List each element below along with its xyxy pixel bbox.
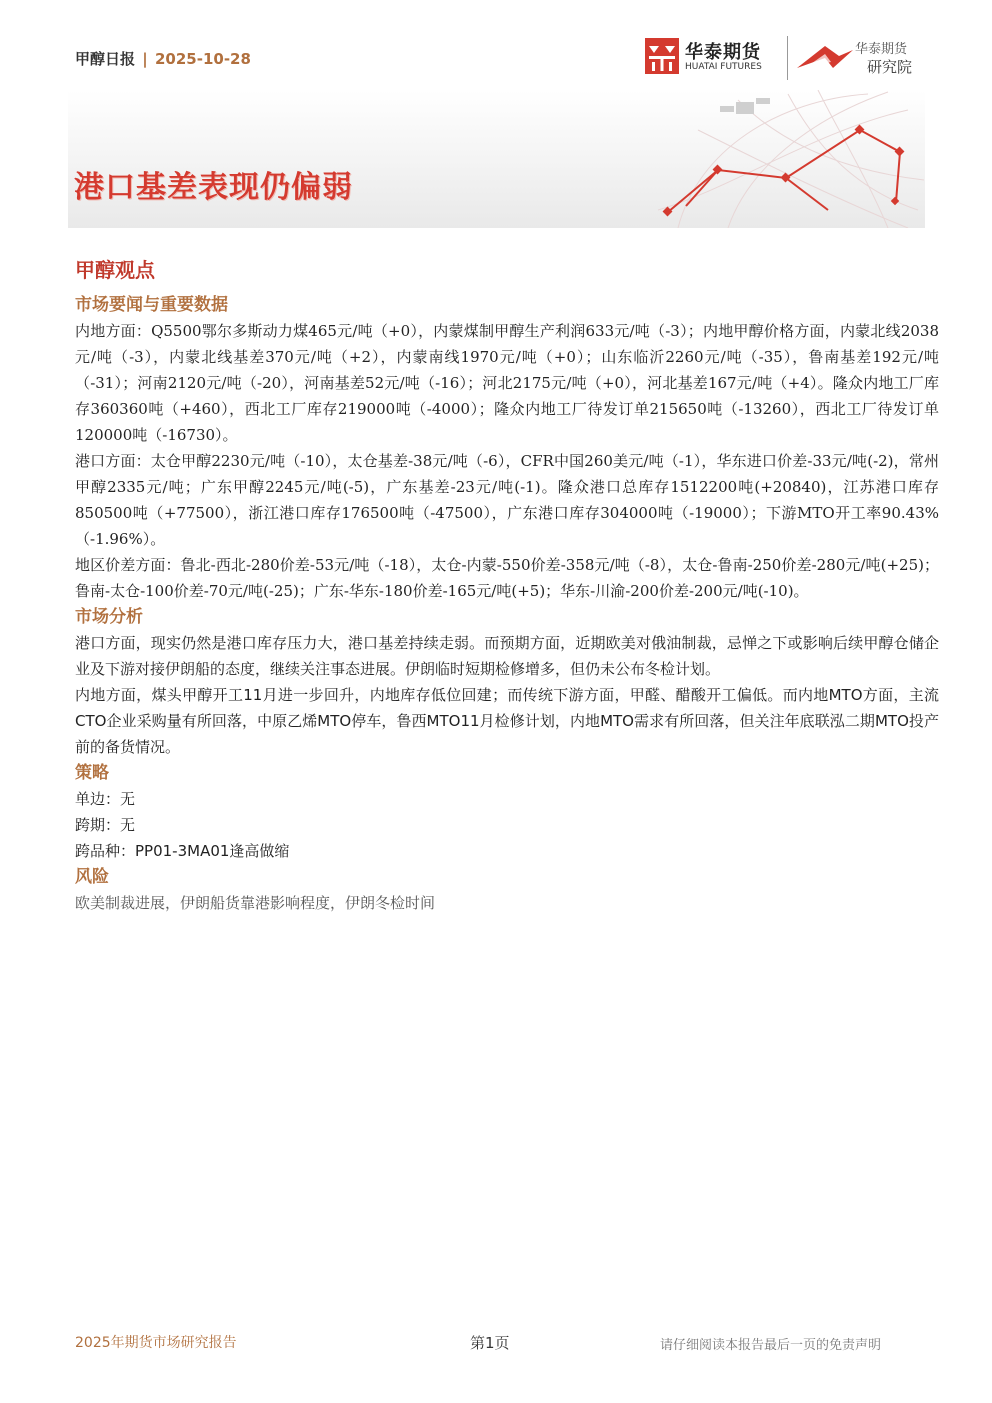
risk-paragraph: 欧美制裁进展，伊朗船货靠港影响程度，伊朗冬检时间 xyxy=(75,894,436,912)
section-heading-news: 市场要闻与重要数据 xyxy=(75,295,228,315)
huatai-logo-icon xyxy=(645,38,679,74)
section-heading-risk: 风险 xyxy=(75,867,109,887)
page-footer xyxy=(0,1320,992,1403)
analysis-paragraph-inland: 内地方面，煤头甲醇开工11月进一步回升，内地库存低位回建；而传统下游方面，甲醛、醋酸开工偏低。而内地MTO方面，主流CTO企业采购量有所回落，中原乙烯MTO停车，鲁西MTO11月检修计划，内地MTO需求有所回落，但关注年底联泓二期MTO投产前的备货情况。 xyxy=(75,686,939,756)
page-header xyxy=(0,0,992,90)
huatai-logo xyxy=(645,36,785,76)
footer-report-name: 2025年期货市场研究报告 xyxy=(75,1335,237,1351)
report-body xyxy=(75,256,939,916)
report-title: 港口基差表现仍偏弱 xyxy=(74,170,353,205)
institute-name-line2: 研究院 xyxy=(867,58,913,76)
strategy-calendar: 跨期：无 xyxy=(75,816,136,834)
institute-arrow-icon xyxy=(795,42,855,72)
logo-name-en: HUATAI FUTURES xyxy=(685,62,762,72)
research-institute-logo xyxy=(795,36,925,80)
report-separator: | xyxy=(142,50,148,68)
report-date: 2025-10-28 xyxy=(154,50,251,68)
strategy-cross-product: 跨品种：PP01-3MA01逢高做缩 xyxy=(75,842,290,860)
report-type: 甲醇日报 xyxy=(75,50,136,68)
logo-divider xyxy=(787,36,788,80)
institute-name-line1: 华泰期货 xyxy=(855,42,908,57)
section-heading-strategy: 策略 xyxy=(75,763,109,783)
analysis-paragraph-port: 港口方面，现实仍然是港口库存压力大，港口基差持续走弱。而预期方面，近期欧美对俄油制裁，忌惮之下或影响后续甲醇仓储企业及下游对接伊朗船的态度，继续关注事态进展。伊朗临时短期检修增多，但仍未公布冬检计划。 xyxy=(75,634,939,678)
news-paragraph-inland: 内地方面：Q5500鄂尔多斯动力煤465元/吨（+0），内蒙煤制甲醇生产利润633元/吨（-3）；内地甲醇价格方面，内蒙北线2038元/吨（-3），内蒙北线基差370元/吨（+2），内蒙南线1970元/吨（+0）；山东临沂2260元/吨（-35），鲁南基差192元/吨（-31）；河南2120元/吨（-20），河南基差52元/吨（-16）；河北2175元/吨（+0），河北基差167元/吨（+4）。隆众内地工厂库存360360吨（+460），西北工厂库存219000吨（-4000）；隆众内地工厂待发订单215650吨（-13260），西北工厂待发订单120000吨（-16730）。 xyxy=(75,322,939,444)
section-main-heading: 甲醇观点 xyxy=(75,258,155,282)
section-heading-analysis: 市场分析 xyxy=(75,607,143,627)
strategy-outright: 单边：无 xyxy=(75,790,136,808)
news-paragraph-port: 港口方面：太仓甲醇2230元/吨（-10），太仓基差-38元/吨（-6），CFR中国260美元/吨（-1），华东进口价差-33元/吨(-2)，常州甲醇2335元/吨；广东甲醇2245元/吨(-5)，广东基差-23元/吨(-1)。隆众港口总库存1512200吨(+20840)，江苏港口库存850500吨（+77500），浙江港口库存176500吨（-47500），广东港口库存304000吨（-19000）；下游MTO开工率90.43%（-1.96%）。 xyxy=(75,452,939,548)
news-paragraph-spreads: 地区价差方面：鲁北-西北-280价差-53元/吨（-18），太仓-内蒙-550价差-358元/吨（-8），太仓-鲁南-250价差-280元/吨(+25)；鲁南-太仓-100价差-70元/吨(-25)；广东-华东-180价差-165元/吨(+5)；华东-川渝-200价差-200元/吨(-10)。 xyxy=(75,556,939,600)
title-banner xyxy=(68,90,925,228)
page-number: 第1页 xyxy=(470,1334,510,1352)
network-sphere-graphic xyxy=(638,90,925,228)
footer-disclaimer: 请仔细阅读本报告最后一页的免责声明 xyxy=(660,1338,882,1353)
report-tag xyxy=(75,48,251,69)
logo-name-cn: 华泰期货 xyxy=(685,42,761,63)
